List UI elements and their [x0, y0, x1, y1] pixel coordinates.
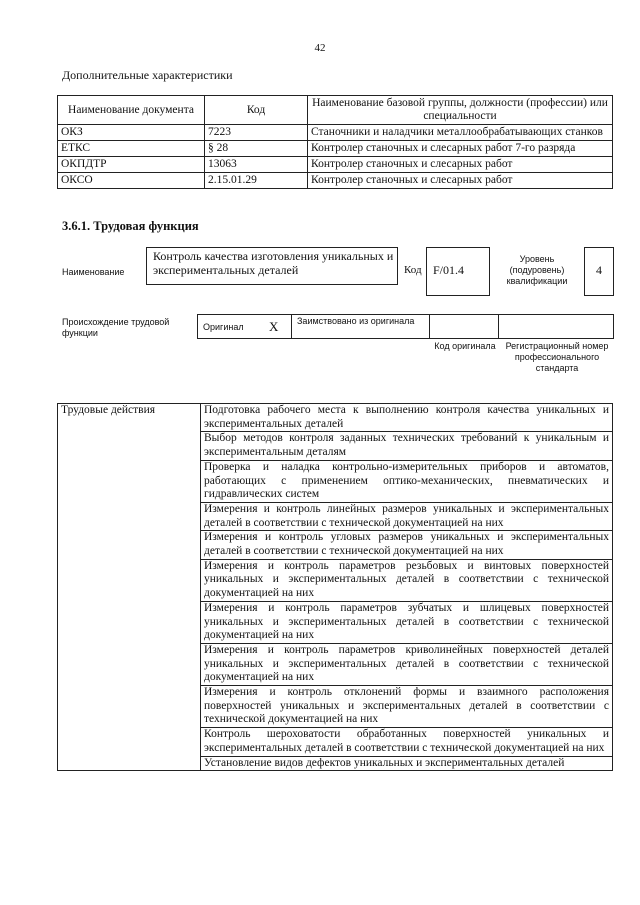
header-code: Код	[205, 96, 308, 125]
reg-number-cell	[498, 314, 614, 339]
section-title: 3.6.1. Трудовая функция	[62, 219, 199, 233]
action-item: Измерения и контроль параметров криволинейных поверхностей деталей уникальных и экспериментальных деталей в соответствии с технической документацией на них	[201, 643, 613, 685]
action-item: Измерения и контроль параметров зубчатых и шлицевых поверхностей уникальных и экспериментальных деталей в соответствии с технической документацией на них	[201, 601, 613, 643]
row-name: Контролер станочных и слесарных работ	[308, 173, 613, 189]
original-mark: X	[269, 319, 279, 334]
row-name: Станочники и наладчики металлообрабатывающих станков	[308, 125, 613, 141]
labor-actions-label: Трудовые действия	[58, 404, 201, 771]
row-code: § 28	[205, 141, 308, 157]
header-group-name: Наименование базовой группы, должности (профессии) или специальности	[308, 96, 613, 125]
row-code: 2.15.01.29	[205, 173, 308, 189]
borrowed-label: Заимствовано из оригинала	[297, 316, 415, 326]
function-code-field: F/01.4	[426, 247, 490, 296]
additional-characteristics-table	[57, 95, 613, 189]
origin-label: Происхождение трудовой функции	[62, 317, 170, 338]
name-label: Наименование	[62, 267, 125, 277]
action-item: Выбор методов контроля заданных технических требований к уникальным и экспериментальным деталям	[201, 432, 613, 460]
header-document: Наименование документа	[58, 96, 205, 125]
action-item: Измерения и контроль параметров резьбовых и винтовых поверхностей уникальных и экспериментальных деталей в соответствии с технической документацией на них	[201, 559, 613, 601]
table-row	[58, 404, 613, 432]
row-name: Контролер станочных и слесарных работ	[308, 157, 613, 173]
labor-actions-table	[57, 403, 613, 771]
action-item: Измерения и контроль линейных размеров уникальных и экспериментальных деталей в соответствии с технической документацией на них	[201, 502, 613, 530]
action-item: Измерения и контроль угловых размеров уникальных и экспериментальных деталей в соответствии с технической документацией на них	[201, 531, 613, 559]
row-code: 7223	[205, 125, 308, 141]
reg-number-label: Регистрационный номер профессионального стандарта	[505, 341, 609, 373]
action-item: Измерения и контроль отклонений формы и взаимного расположения поверхностей уникальных и экспериментальных деталей в соответствии с технической документацией на них	[201, 686, 613, 728]
qualification-level-label: Уровень (подуровень) квалификации	[506, 254, 568, 286]
row-document: ЕТКС	[58, 141, 205, 157]
original-cell	[197, 314, 292, 339]
row-name: Контролер станочных и слесарных работ 7-го разряда	[308, 141, 613, 157]
row-code: 13063	[205, 157, 308, 173]
row-document: ОКСО	[58, 173, 205, 189]
row-document: ОКЗ	[58, 125, 205, 141]
qualification-level-field: 4	[584, 247, 614, 296]
borrowed-cell	[291, 314, 430, 339]
table-row	[58, 173, 613, 189]
additional-characteristics-title: Дополнительные характеристики	[62, 68, 233, 82]
original-label: Оригинал	[203, 322, 244, 332]
action-item: Контроль шероховатости обработанных поверхностей уникальных и экспериментальных деталей в соответствии с технической документацией на них	[201, 728, 613, 756]
row-document: ОКПДТР	[58, 157, 205, 173]
table-header-row	[58, 96, 613, 125]
function-name-field: Контроль качества изготовления уникальных и экспериментальных деталей	[146, 247, 398, 285]
code-original-label: Код оригинала	[434, 341, 496, 351]
table-row	[58, 157, 613, 173]
action-item: Проверка и наладка контрольно-измерительных приборов и автоматов, работающих с применением оптико-механических, пневматических и гидравлических систем	[201, 460, 613, 502]
table-row	[58, 125, 613, 141]
code-label: Код	[404, 264, 422, 276]
table-row	[58, 141, 613, 157]
origin-row	[197, 314, 614, 339]
code-original-cell	[429, 314, 499, 339]
action-item: Подготовка рабочего места к выполнению контроля качества уникальных и экспериментальных деталей	[201, 404, 613, 432]
page-number: 42	[314, 42, 326, 54]
action-item: Установление видов дефектов уникальных и экспериментальных деталей	[201, 756, 613, 771]
